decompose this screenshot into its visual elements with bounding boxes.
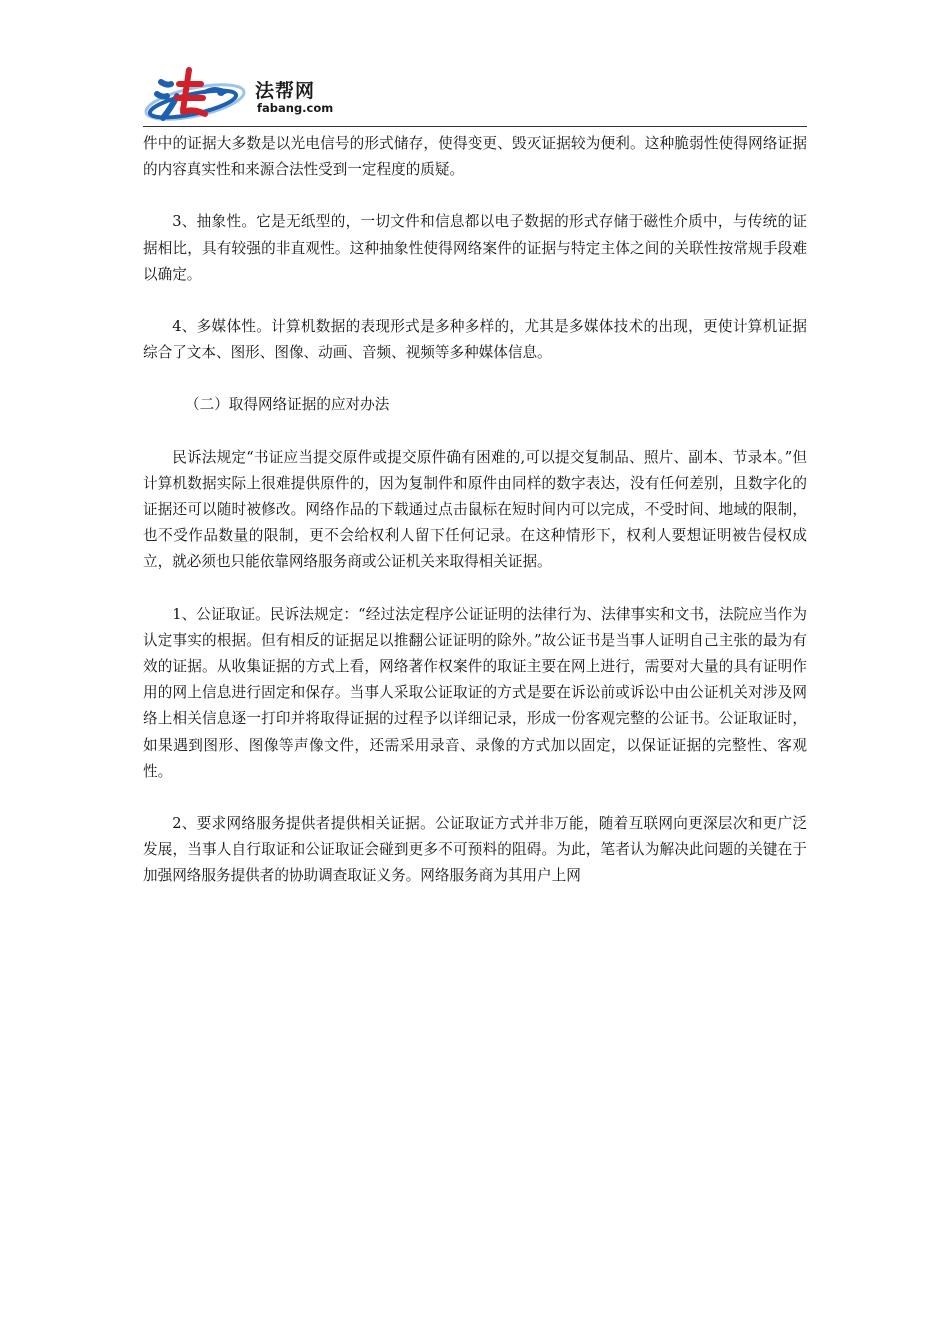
paragraph-2: 3、抽象性。它是无纸型的，一切文件和信息都以电子数据的形式存储于磁性介质中，与传统的证据相比，具有较强的非直观性。这种抽象性使得网络案件的证据与特定主体之间的关联性按常规手段难以确定。 xyxy=(143,213,807,283)
paragraph-6: 2、要求网络服务提供者提供相关证据。公证取证方式并非万能，随着互联网向更深层次和更广泛发展，当事人自行取证和公证取证会碰到更多不可预料的阻碍。为此，笔者认为解决此问题的关键在于加强网络服务提供者的协助调查取证义务。网络服务商为其用户上网 xyxy=(143,815,807,885)
page-header xyxy=(143,62,807,127)
paragraph-4: 民诉法规定“书证应当提交原件或提交原件确有困难的,可以提交复制品、照片、副本、节录本。”但计算机数据实际上很难提供原件的，因为复制件和原件由同样的数字表达，没有任何差别，且数字化的证据还可以随时被修改。网络作品的下载通过点击鼠标在短时间内可以完成，不受时间、地域的限制，也不受作品数量的限制，更不会给权利人留下任何记录。在这种情形下，权利人要想证明被告侵权成立，就必须也只能依靠网络服务商或公证机关来取得相关证据。 xyxy=(143,448,807,571)
logo-title: 法帮网 xyxy=(255,80,316,102)
paragraph-3: 4、多媒体性。计算机数据的表现形式是多种多样的，尤其是多媒体技术的出现，更使计算机证据综合了文本、图形、图像、动画、音频、视频等多种媒体信息。 xyxy=(143,318,807,362)
logo-domain: fabang.com xyxy=(257,101,334,115)
document-body xyxy=(143,131,807,890)
paragraph-1: 件中的证据大多数是以光电信号的形式储存，使得变更、毁灭证据较为便利。这种脆弱性使得网络证据的内容真实性和来源合法性受到一定程度的质疑。 xyxy=(143,135,807,179)
section-heading: （二）取得网络证据的应对办法 xyxy=(185,396,390,414)
paragraph-5: 1、公证取证。民诉法规定：“经过法定程序公证证明的法律行为、法律事实和文书，法院应当作为认定事实的根据。但有相反的证据足以推翻公证证明的除外。”故公证书是当事人证明自己主张的最为有效的证据。从收集证据的方式上看，网络著作权案件的取证主要在网上进行，需要对大量的具有证明作用的网上信息进行固定和保存。当事人采取公证取证的方式是要在诉讼前或诉讼中由公证机关对涉及网络上相关信息逐一打印并将取得证据的过程予以详细记录，形成一份客观完整的公证书。公证取证时，如果遇到图形、图像等声像文件，还需采用录音、录像的方式加以固定，以保证证据的完整性、客观性。 xyxy=(143,605,807,780)
header-rule xyxy=(143,126,807,127)
